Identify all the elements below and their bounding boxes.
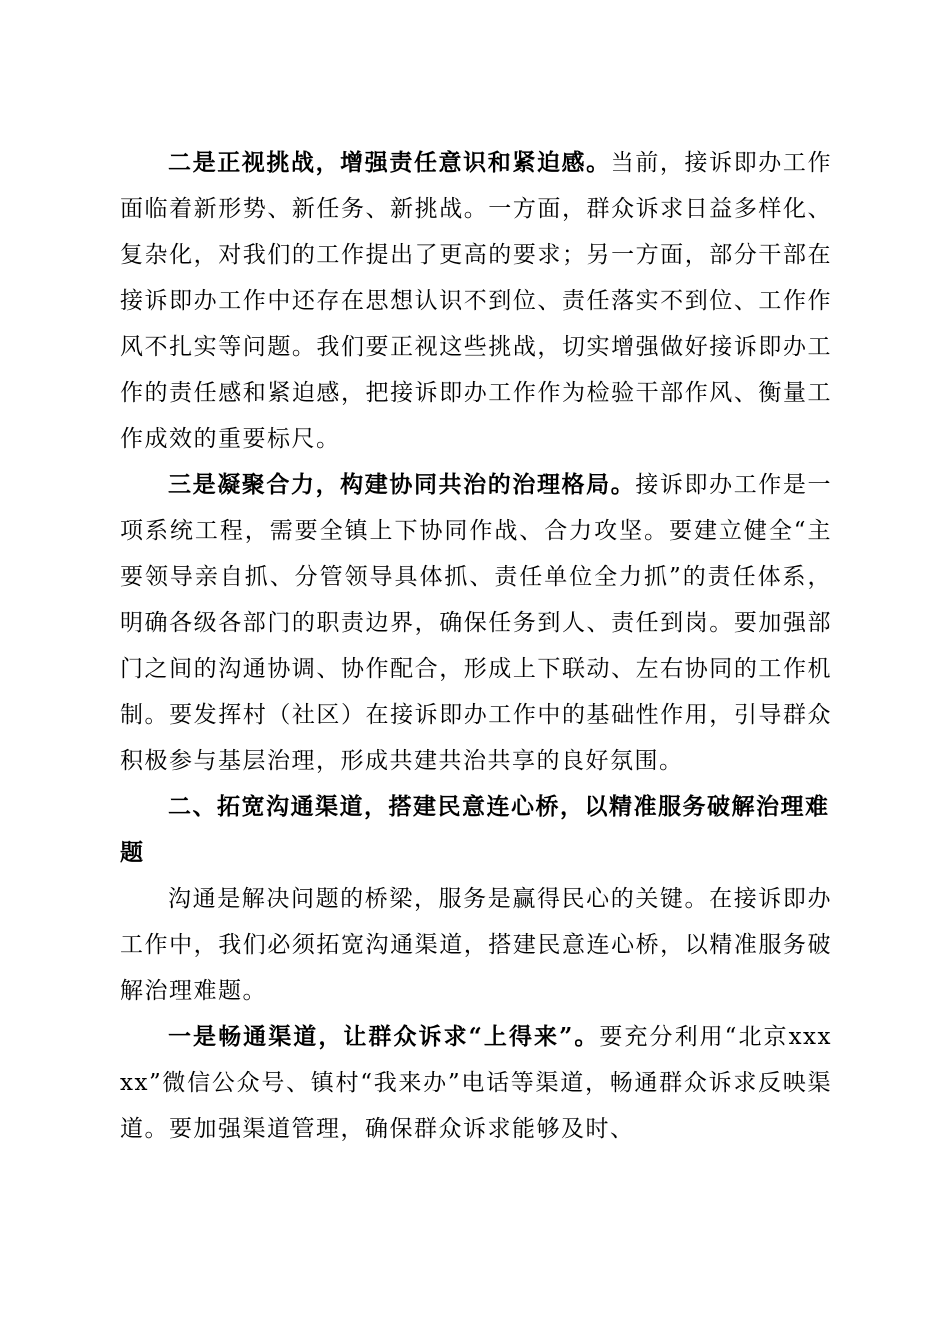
section-intro-paragraph: 沟通是解决问题的桥梁，服务是赢得民心的关键。在接诉即办工作中，我们必须拓宽沟通渠道，搭建民意连心桥，以精准服务破解治理难题。 — [120, 886, 832, 1004]
paragraph-lead: 三是凝聚合力，构建协同共治的治理格局。 — [168, 471, 636, 498]
section-heading: 二、拓宽沟通渠道，搭建民意连心桥，以精准服务破解治理难题 — [120, 794, 830, 866]
paragraph-lead: 二是正视挑战，增强责任意识和紧迫感。 — [168, 149, 611, 176]
paragraph-text: 要充分利用“北京xxxxx”微信公众号、镇村“我来办”电话等渠道，畅通群众诉求反映渠道。要加强渠道管理，确保群众诉求能够及时、 — [120, 1024, 832, 1142]
paragraph-face-challenges — [120, 140, 832, 462]
document-body — [120, 140, 832, 1152]
paragraph-lead: 一是畅通渠道，让群众诉求“上得来”。 — [168, 1023, 600, 1050]
paragraph-text: 接诉即办工作是一项系统工程，需要全镇上下协同作战、合力攻坚。要建立健全“主要领导亲自抓、分管领导具体抓、责任单位全力抓”的责任体系，明确各级各部门的职责边界，确保任务到人、责任到岗。要加强部门之间的沟通协调、协作配合，形成上下联动、左右协同的工作机制。要发挥村（社区）在接诉即办工作中的基础性作用，引导群众积极参与基层治理，形成共建共治共享的良好氛围。 — [120, 472, 833, 774]
paragraph-smooth-channels — [120, 1014, 832, 1152]
paragraph-joint-governance — [120, 462, 832, 784]
paragraph-text: 当前，接诉即办工作面临着新形势、新任务、新挑战。一方面，群众诉求日益多样化、复杂化，对我们的工作提出了更高的要求；另一方面，部分干部在接诉即办工作中还存在思想认识不到位、责任落实不到位、工作作风不扎实等问题。我们要正视这些挑战，切实增强做好接诉即办工作的责任感和紧迫感，把接诉即办工作作为检验干部作风、衡量工作成效的重要标尺。 — [120, 150, 833, 452]
